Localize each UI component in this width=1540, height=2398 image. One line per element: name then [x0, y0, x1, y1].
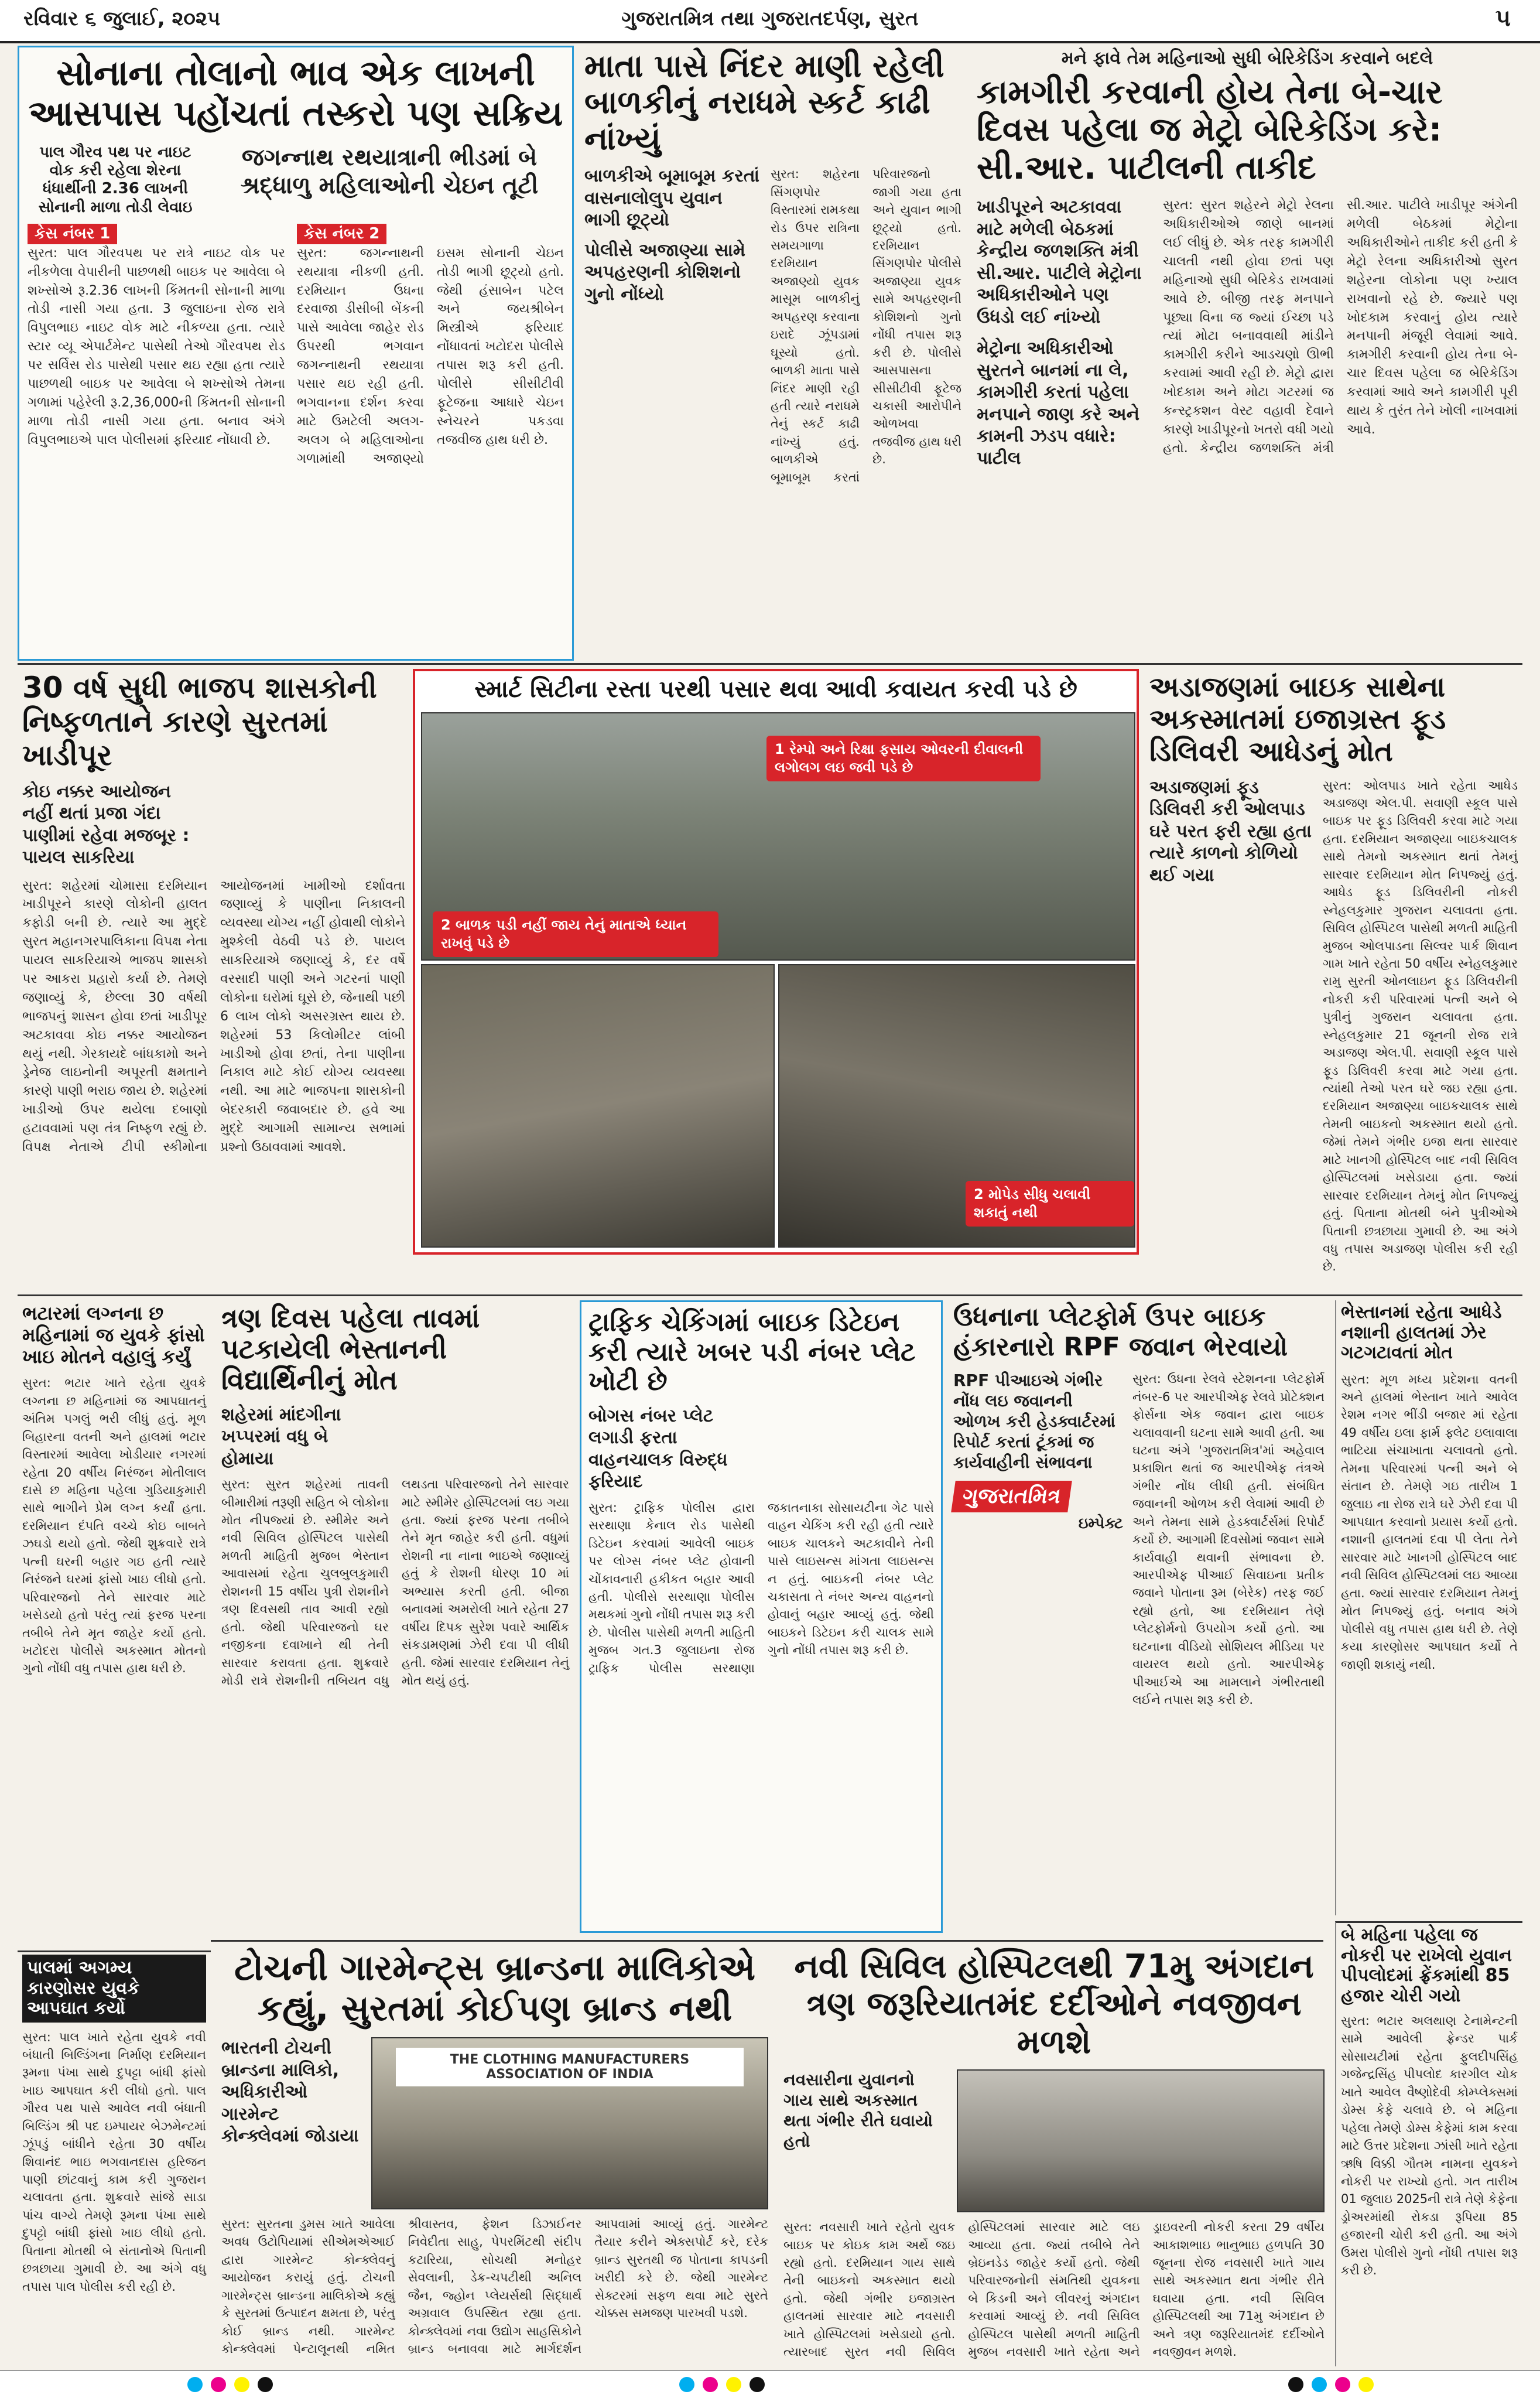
story-body: સુરત: મૂળ મધ્ય પ્રદેશના વતની અને હાલમાં ભેસ્તાન ખાતે આવેલ રેશમ નગર ભીંડી બજાર માં રહેતા 49 વર્ષીય ઇલા ફાર્મ ફ્લેટ ઇલાવાલા ભાટિયા સંચાખાતા ચલાવતો હતો. તેમના પરિવારમાં પત્ની અને બે સંતાન છે. તેમણે ગઇ તારીખ 1 જુલાઇ ના રોજ રાત્રે ઘરે ઝેરી દવા પી આપઘાત કરવાનો પ્રયાસ કર્યો હતો. નશાની હાલતમાં દવા પી લેતા તેને સારવાર માટે ખાનગી હોસ્પિટલ બાદ નવી સિવિલ હોસ્પિટલમાં લઇ આવ્યા હતા. જ્યાં સારવાર દરમિયાન તેમનું મોત નિપજ્યું હતું. બનાવ અંગે પોલીસે વધુ તપાસ હાથ ધરી છે. તેણે કયા કારણોસર આપઘાત કર્યો તે જાણી શકાયું નથી.: [1341, 1372, 1518, 1672]
story-headline: કામગીરી કરવાની હોય તેના બે-ચાર દિવસ પહેલા જ મેટ્રો બેરિકેડિંગ કરે: સી.આર. પાટીલની તાકીદ: [977, 73, 1443, 187]
story-deck: ભારતની ટોચની બ્રાન્ડના માલિકો, અધિકારીઓ ગારમેન્ટ કોન્ક્લેવમાં જોડાયા: [221, 2038, 359, 2146]
story-headline: સ્માર્ટ સિટીના રસ્તા પરથી પસાર થવા આવી કવાયત કરવી પડે છે: [474, 676, 1077, 703]
story-headline: બે મહિના પહેલા જ નોકરી પર રાખેલો યુવાન પીપલોદમાં ફ્રેંકમાંથી 85 હજાર ચોરી ગયો: [1341, 1925, 1512, 2006]
story-body: સુરત: ભટાર અલથાણ ટેનામેન્ટની સામે આવેલી ફ્રેન્ડર પાર્ક સોસાયટીમાં રહેતા ફુલદીપસિંહ ગજેન્દ્રસિંહ પીપલોદ કારગીલ ચોક ખાતે આવેલ વૈષ્ણોદેવી કોમ્પ્લેક્સમાં ડોમ્સ કેફે ચલાવે છે. બે મહિના પહેલા તેમણે ડોમ્સ કેફેમાં કામ કરવા માટે ઉત્તર પ્રદેશના ઝાંસી ખાતે રહેતા ઋષિ વિક્કી ગૌતમ નામના યુવકને નોકરી પર રાખ્યો હતો. ગત તારીખ 01 જુલાઇ 2025ની રાત્રે તેણે કેફેના ડ્રોઅરમાંથી રોકડા રૂપિયા 85 હજારની ચોરી કરી હતી. આ અંગે ઉમરા પોલીસે ગુનો નોંધી તપાસ શરૂ કરી છે.: [1341, 2014, 1518, 2278]
logo-text: ગુજરાતમિત્ર: [951, 1481, 1072, 1512]
registration-dot: [1358, 2377, 1374, 2392]
paper-name: ગુજરાતમિત્ર તથા ગુજરાતદર્પણ, સુરત: [621, 7, 919, 30]
story-piplod-theft: [1335, 1921, 1522, 2366]
photo-caption: 1 રેમ્પો અને રિક્ષા ફસાય ઓવરની દીવાલની લગોલગ લઇ જવી પડે છે: [766, 736, 1041, 781]
conclave-photo: [371, 2037, 768, 2209]
story-body: સુરત: પાલ ખાતે રહેતા યુવકે નવી બંધાતી બિલ્ડિંગના નિર્માણ દરમિયાન રૂમના પંખા સાથે દુપટ્ટા બાંધી ફાંસો ખાઇ આપઘાત કરી લીધો હતો. પાલ ગૌરવ પથ પાસે આવેલ નવી બંધાતી બિલ્ડિંગ શ્રી પદ ઇમ્પાયર બેઝમેન્ટમાં ઝૂંપડું બાંધીને રહેતા 30 વર્ષીય શિવાનંદ ભાઇ ભગવાનદાસ હરિજન પાણી છાંટવાનું કામ કરી ગુજરાન ચલાવતા હતા. શુક્રવારે સાંજે સાડા પાંચ વાગ્યે તેમણે રૂમના પંખા સાથે દુપટ્ટો બાંધી ફાંસો ખાઇ લીધો હતો. પિતાના મોતથી બે સંતાનોએ પિતાની છત્રછાયા ગુમાવી છે. આ અંગે વધુ તપાસ પાલ પોલીસ કરી રહી છે.: [22, 2030, 206, 2294]
story-body: સુરત: શહેરમાં ચોમાસા દરમિયાન ખાડીપૂરને કારણે લોકોની હાલત કફોડી બની છે. ત્યારે આ મુદ્દે સુરત મહાનગરપાલિકાના વિપક્ષ નેતા પાયલ સાકરિયાએ ભાજપ શાસકો પર આકરા પ્રહારો કર્યા છે. તેમણે જણાવ્યું કે, છેલ્લા 30 વર્ષથી ભાજપનું શાસન હોવા છતાં ખાડીપૂર અટકાવવા કોઇ નક્કર આયોજન થયું નથી. ગેરકાયદે બાંધકામો અને ડ્રેનેજ લાઇનોની અપૂરતી ક્ષમતાને કારણે પાણી ભરાઇ જાય છે. શહેરમાં ખાડીઓ ઉપર થયેલા દબાણો હટાવવામાં પણ તંત્ર નિષ્ફળ રહ્યું છે. વિપક્ષ નેતાએ ટીપી સ્કીમોના આયોજનમાં ખામીઓ દર્શાવતા જણાવ્યું કે પાણીના નિકાલની વ્યવસ્થા યોગ્ય નહીં હોવાથી લોકોને મુશ્કેલી વેઠવી પડે છે. પાયલ સાકરિયાએ જણાવ્યું કે, દર વર્ષે વરસાદી પાણી અને ગટરનાં પાણી લોકોના ઘરોમાં ઘૂસે છે, જેનાથી પછી 6 લાખ લોકો અસરગ્રસ્ત થાય છે. શહેરમાં 53 કિલોમીટર લાંબી ખાડીઓ હોવા છતાં, તેના પાણીના નિકાલ માટે કોઈ યોગ્ય વ્યવસ્થા નથી. આ માટે ભાજપના શાસકોની બેદરકારી જવાબદાર છે. હવે આ મુદ્દે આગામી સામાન્ય સભામાં પ્રશ્નો ઉઠાવવામાં આવશે.: [22, 878, 405, 1154]
story-body: સુરત: સુરત શહેરમાં તાવની બીમારીમાં તરૂણી સહિત બે લોકોના મોત નીપજ્યાં છે. સ્મીમેર અને નવી સિવિલ હોસ્પિટલ પાસેથી મળતી માહિતી મુજબ ભેસ્તાન આવાસમાં રહેતા ચુલબુલકુમારી રોશનની 15 વર્ષીય પુત્રી રોશનીને ત્રણ દિવસથી તાવ આવી રહ્યો હતો. જેથી પરિવારજનો ઘર નજીકના દવાખાને થી તેની સારવાર કરાવતા હતા. શુક્રવારે મોડી રાત્રે રોશનીની તબિયત વધુ લથડતા પરિવારજનો તેને સારવાર માટે સ્મીમેર હોસ્પિટલમાં લઇ ગયા હતા. જ્યાં ફરજ પરના તબીબે તેને મૃત જાહેર કરી હતી. વધુમાં રોશની ના નાના ભાઇએ જણાવ્યું હતું કે રોશની ધોરણ 10 માં અભ્યાસ કરતી હતી. બીજા બનાવમાં અમરોલી ખાતે રહેતા 27 વર્ષીય દિપક સુરેશ પવારે આર્થિક સંકડામણમાં ઝેરી દવા પી લીધી હતી. જેમાં સારવાર દરમિયાન તેનું મોત થયું હતું.: [221, 1477, 569, 1688]
photo-caption: 2 મોપેડ સીધુ ચલાવી શકાતું નથી: [966, 1181, 1134, 1227]
issue-date: રવિવાર ૬ જુલાઈ, ૨૦૨૫: [23, 7, 221, 30]
story-headline: પાલમાં અગમ્ય કારણોસર યુવકે આપઘાત કર્યો: [22, 1955, 206, 2023]
registration-dot: [703, 2377, 718, 2392]
registration-dot: [211, 2377, 226, 2392]
masthead: [0, 0, 1540, 43]
registration-dot: [726, 2377, 741, 2392]
story-headline: સોનાના તોલાનો ભાવ એક લાખની આસપાસ પહોંચતાં તસ્કરો પણ સક્રિય: [28, 53, 563, 134]
divider: [18, 1294, 1522, 1296]
story-fake-number-plate: [580, 1300, 943, 1933]
story-headline: ત્રણ દિવસ પહેલા તાવમાં પટકાયેલી ભેસ્તાનની વિદ્યાર્થિનીનું મોત: [221, 1302, 480, 1396]
story-deck: પાલ ગૌરવ પથ પર નાઇટ વોક કરી રહેલા શેરના ધંધાર્થીની 2.36 લાખની સોનાની માળા તોડી લેવાઇ: [38, 144, 193, 216]
story-kicker: મને ફાવે તેમ મહિનાઓ સુધી બેરિકેડિંગ કરવાને બદલે: [1061, 48, 1433, 69]
story-headline: ભેસ્તાનમાં રહેતા આધેડે નશાની હાલતમાં ઝેર ગટગટાવતાં મોત: [1341, 1302, 1502, 1363]
story-headline: ભટારમાં લગ્નના છ મહિનામાં જ યુવકે ફાંસો ખાઇ મોતને વહાલું કર્યું: [22, 1302, 205, 1368]
story-headline: ઉધનાના પ્લેટફોર્મ ઉપર બાઇક હંકારનારો RPF જવાન ભેરવાયો: [953, 1302, 1288, 1362]
conclave-banner: THE CLOTHING MANUFACTURERS ASSOCIATION OF INDIA: [396, 2048, 744, 2086]
story-girl-assault: [580, 46, 966, 661]
story-gold-thieves: [18, 46, 574, 661]
gujaratmitra-impact-logo: [953, 1481, 1123, 1533]
story-deck: શહેરમાં માંદગીના ખપ્પરમાં વધુ બે હોમાયા: [221, 1404, 341, 1469]
story-deck: જગન્નાથ રથયાત્રાની ભીડમાં બે શ્રદ્ધાળુ મહિલાઓની ચેઇન તૂટી: [240, 144, 539, 199]
story-smart-city-roads: [413, 669, 1139, 1255]
registration-dot: [1312, 2377, 1327, 2392]
registration-dot: [234, 2377, 249, 2392]
story-metro-barricading: [972, 46, 1522, 661]
story-adajan-accident: [1145, 669, 1522, 1290]
story-body: સુરત: સુરત શહેરને મેટ્રો રેલના અધિકારીઓએ જાણે બાનમાં લઈ લીધું છે. એક તરફ કામગીરી ચાલતી નથી હોવા છતાં પણ મહિનાઓ સુધી બેરિકેડ રાખવામાં આવે છે. બીજી તરફ મનપાને પૂછ્યા વિના જ જ્યાં ઈચ્છા પડે ત્યાં મોટા બનાવવાથી માંડીને કામગીરી કરીને આડચણો ઊભી કરવામાં આવી રહી છે. મેટ્રો દ્વારા ખોદકામ અને મોટા ગટરમાં જ કન્સ્ટ્રકશન વેસ્ટ વહાવી દેવાને કારણે ખાડીપૂરનો ખતરો વધી ગયો હતો. કેન્દ્રીય જળશક્તિ મંત્રી સી.આર. પાટીલે ખાડીપૂર અંગેની મળેલી બેઠકમાં મેટ્રોના અધિકારીઓને તાકીદ કરી હતી કે મેટ્રો રેલના અધિકારીઓ સુરત શહેરના લોકોના પણ ખ્યાલ રાખવાનો રહે છે. જ્યારે પણ ખોદકામ કરવાનું હોય ત્યારે મનપાની મંજૂરી લેવામાં આવે. કામગીરી કરવાની હોય તેના બે-ચાર દિવસ પહેલા જ બેરિકેડિંગ કરવામાં આવે અને કામગીરી પૂરી થાય કે તુરંત તેને ખોલી નાખવામાં આવે.: [1163, 198, 1518, 456]
registration-dot: [187, 2377, 203, 2392]
divider: [18, 663, 1522, 665]
story-deck: અડાજણમાં ફૂડ ડિલિવરી કરી ઓલપાડ ઘરે પરત ફરી રહ્યા હતા ત્યારે કાળનો કોળિયો થઈ ગયા: [1149, 777, 1312, 886]
story-body: સુરત: નવસારી ખાતે રહેતો યુવક બાઇક પર કોઇક કામ અર્થે જઇ રહ્યો હતો. દરમિયાન ગાય સાથે તેની બાઇકનો અકસ્માત થયો હતો. જેથી ગંભીર ઇજાગ્રસ્ત હાલતમાં સારવાર માટે નવસારી ખાતે હોસ્પિટલમાં ખસેડાયો હતો. ત્યારબાદ સુરત નવી સિવિલ હોસ્પિટલમાં સારવાર માટે લઇ આવ્યા હતા. જ્યાં તબીબે તેને બ્રેઇનડેડ જાહેર કર્યો હતો. જેથી પરિવારજનોની સંમતિથી યુવકના બે કિડની અને લીવરનું અંગદાન કરવામાં આવ્યું છે. નવી સિવિલ હોસ્પિટલ પાસેથી મળતી માહિતી મુજબ નવસારી ખાતે રહેતા અને ડ્રાઇવરની નોકરી કરતા 29 વર્ષીય આકાશભાઇ ભાનુભાઇ હળપતિ 30 જૂનના રોજ નવસારી ખાતે ગાય સાથે અકસ્માત થતા ગંભીર રીતે ઘવાયા હતા. નવી સિવિલ હોસ્પિટલથી આ 71મુ અંગદાન છે અને ત્રણ જરૂરિયાતમંદ દર્દીઓને નવજીવન મળશે.: [783, 2220, 1325, 2359]
story-body: સુરત: ભટાર ખાતે રહેતા યુવકે લગ્નના છ મહિનામાં જ આપઘાતનું અંતિમ પગલું ભરી લીધું હતું. મૂળ બિહારના વતની અને હાલમાં ભટાર વિસ્તારમાં આવેલા ખોડીયાર નગરમાં રહેતા 20 વર્ષીય નિરંજન મોતીલાલ દાસે છ મહિના પહેલા ગુડિયાકુમારી સાથે ભાગીને પ્રેમ લગ્ન કર્યાં હતા. દરમિયાન દંપતિ વચ્ચે કોઇ બાબતે ઝઘડો થયો હતો. જેથી શુક્રવારે રાત્રે પત્ની ઘરની બહાર ગઇ હતી ત્યારે નિરંજને ઘરમાં ફાંસો ખાઇ લીધો હતો. પરિવારજનો તેને સારવાર માટે ખસેડયો હતો પરંતુ ત્યાં ફરજ પરના તબીબે તેને મૃત જાહેર કર્યો હતો. ખટોદરા પોલીસે અકસ્માત મોતનો ગુનો નોંધી વધુ તપાસ હાથ ધરી છે.: [22, 1376, 206, 1676]
case-label: કેસ નંબર 1: [28, 224, 117, 244]
registration-dot: [1335, 2377, 1350, 2392]
story-body: સુરત: પાલ ગૌરવપથ પર રાત્રે નાઇટ વોક પર નીકળેલા વેપારીની પાછળથી બાઇક પર આવેલા બે શખ્સોએ રૂ.2.36 લાખની કિંમતની સોનાની માળા તોડી નાસી ગયા હતા. 3 જુલાઇના રોજ રાત્રે વિપુલભાઇ નાઇટ વોક માટે નીકળ્યા હતા. ત્યારે સ્ટાર વ્યૂ એપાર્ટમેન્ટ પાસેથી તેઓ ગૌરવપથ રોડ પર સર્વિસ રોડ પાસેથી પસાર થઇ રહ્યા હતા ત્યારે પાછળથી બાઇક પર આવેલા બે શખ્સોએ તેમના ગળામાં પહેરેલી રૂ.2,36,000ની કિંમતની સોનાની માળા તોડી નાસી ગયા હતા. બનાવ અંગે વિપુલભાઇએ પાલ પોલીસમાં ફરિયાદ નોંધાવી છે.: [28, 245, 285, 448]
story-deck: પોલીસે અજાણ્યા સામે અપહરણની કોશિશનો ગુનો નોંધ્યો: [584, 240, 745, 305]
registration-dot: [1288, 2377, 1303, 2392]
story-headline: નવી સિવિલ હોસ્પિટલથી 71મુ અંગદાન ત્રણ જરૂરિયાતમંદ દર્દીઓને નવજીવન મળશે: [794, 1948, 1314, 2061]
story-deck: નવસારીના યુવાનનો ગાય સાથે અકસ્માત થતા ગંભીર રીતે ઘવાયો હતો: [783, 2070, 933, 2151]
story-organ-donation: [779, 1946, 1329, 2368]
story-bjp-flood: [18, 669, 410, 1290]
story-pal-suicide: [18, 1950, 211, 2361]
story-body: સુરત: ઓલપાડ ખાતે રહેતા આધેડ અડાજણ એલ.પી. સવાણી સ્કૂલ પાસે બાઇક પર ફૂડ ડિલિવરી કરવા માટે ગયા હતા. દરમિયાન અજાણ્યા બાઇકચાલક સાથે તેમનો અકસ્માત થતાં તેમનું સારવાર દરમિયાન મોત નિપજ્યું હતું. આધેડ ફૂડ ડિલિવરીની નોકરી સ્નેહલકુમાર ગુજરાન ચલાવતા હતા. સિવિલ હોસ્પિટલ પાસેથી મળતી માહિતી મુજબ ઓલપાડના સિલ્વર પાર્ક શિવાન ગામ ખાતે રહેતા 50 વર્ષીય સ્નેહલકુમાર રામુ સુરતી ઓનલાઇન ફૂડ ડિલિવરીની નોકરી કરી પરિવારમાં પત્ની અને બે પુત્રીનું ગુજરાન ચલાવતા હતા. સ્નેહલકુમાર 21 જૂનની રોજ રાત્રે અડાજણ એલ.પી. સવાણી સ્કૂલ પાસે ફૂડ ડિલિવરી કરવા માટે ગયા હતા. ત્યાંથી તેઓ પરત ઘરે જઇ રહ્યા હતા. દરમિયાન અજાણ્યા બાઇકચાલક સાથે તેમની બાઇકનો અકસ્માત થયો હતો. જેમાં તેમને ગંભીર ઇજા થતા સારવાર માટે ખાનગી હોસ્પિટલ બાદ નવી સિવિલ હોસ્પિટલમાં ખસેડાયા હતા. જ્યાં સારવાર દરમિયાન તેમનું મોત નિપજ્યું હતું. પિતાના મોતથી બંને પુત્રીઓએ પિતાની છત્રછાયા ગુમાવી છે. આ અંગે વધુ તપાસ અડાજણ પોલીસ કરી રહી છે.: [1323, 778, 1518, 1274]
story-deck: ખાડીપૂરને અટકાવવા માટે મળેલી બેઠકમાં કેન્દ્રીય જળશક્તિ મંત્રી સી.આર. પાટીલે મેટ્રોના અધિકારીઓને પણ ઉધડો લઈ નાંખ્યો: [977, 197, 1142, 327]
logo-sub: ઇમ્પેક્ટ: [1078, 1515, 1123, 1533]
story-headline: ટોચની ગારમેન્ટ્સ બ્રાન્ડના માલિકોએ કહ્યું, સુરતમાં કોઈપણ બ્રાન્ડ નથી: [234, 1948, 755, 2029]
story-headline: 30 વર્ષ સુધી ભાજપ શાસકોની નિષ્ફળતાને કારણે સુરતમાં ખાડીપૂર: [22, 671, 377, 772]
registration-dot: [258, 2377, 273, 2392]
road-photo-mother-child: [421, 964, 775, 1248]
story-bhestan-poison: [1335, 1300, 1522, 1915]
story-bhatar-suicide: [18, 1300, 211, 1945]
story-deck: RPF પીઆઇએ ગંભીર નોંધ લઇ જવાનની ઓળખ કરી હેડક્વાર્ટરમાં રિપોર્ટ કરતાં ટૂંકમાં જ કાર્યવાહીની સંભાવના: [953, 1371, 1115, 1473]
story-headline: અડાજણમાં બાઇક સાથેના અકસ્માતમાં ઇજાગ્રસ્ત ફૂડ ડિલિવરી આધેડનું મોત: [1149, 671, 1446, 768]
story-body: સુરત: ટ્રાફિક પોલીસ દ્વારા સરથાણા કેનાલ રોડ પાસેથી ડિટેઇન કરવામાં આવેલી બાઇક પર લોગ્સ નંબર પ્લેટ હોવાની ચોંકાવનારી હકીકત બહાર આવી હતી. પોલીસે સરથાણા પોલીસ મથકમાં ગુનો નોંધી તપાસ શરૂ કરી છે. પોલીસ પાસેથી મળતી માહિતી મુજબ ગત.3 જુલાઇના રોજ ટ્રાફિક પોલીસ સરથાણા જકાતનાકા સોસાયટીના ગેટ પાસે વાહન ચેકિંગ કરી રહી હતી ત્યારે બાઇક ચાલકને અટકાવીને તેની પાસે લાઇસન્સ માંગતા લાઇસન્સ ન હતું. બાઇકની નંબર પ્લેટ ચકાસતા તે નંબર અન્ય વાહનનો હોવાનું બહાર આવ્યું હતું. જેથી બાઇકને ડિટેઇન કરી ચાલક સામે ગુનો નોંધી તપાસ શરૂ કરી છે.: [588, 1500, 934, 1675]
story-body: સુરત: ઉધના રેલવે સ્ટેશનના પ્લેટફોર્મ નંબર-6 પર આરપીએફ રેલવે પ્રોટેક્શન ફોર્સના એક જવાન દ્વારા બાઇક ચલાવવાની ઘટના સામે આવી હતી. આ ઘટના અંગે 'ગુજરાતમિત્ર'માં અહેવાલ પ્રકાશિત થતાં જ આરપીએફ તંત્રએ ગંભીર નોંધ લીધી હતી. સંબંધિત જવાનની ઓળખ કરી લેવામાં આવી છે અને તેમના સામે હેડક્વાર્ટર્સમાં રિપોર્ટ કર્યો છે. આગામી દિવસોમાં જવાન સામે કાર્યવાહી થવાની સંભાવના છે. આરપીએફ પીઆઈ સિવાઇના પ્રતીક જવાને પોતાના રૂમ (બેરેક) તરફ જઈ રહ્યો હતો, આ દરમિયાન તેણે પ્લેટફોર્મનો ઉપયોગ કર્યો હતો. આ ઘટનાના વીડિયો સોશિયલ મીડિયા પર વાયરલ થયો હતો. આરપીએફ પીઆઈએ આ મામલાને ગંભીરતાથી લઈને તપાસ શરૂ કરી છે.: [1132, 1372, 1325, 1707]
registration-dot: [679, 2377, 694, 2392]
hospital-photo: [957, 2069, 1325, 2212]
print-registration-bar: [0, 2370, 1540, 2398]
registration-dot: [750, 2377, 765, 2392]
photo-caption: 2 બાળક પડી નહીં જાય તેનું માતાએ ધ્યાન રાખવું પડે છે: [433, 911, 718, 957]
page-number: ૫: [1495, 5, 1511, 32]
story-deck: મેટ્રોના અધિકારીઓ સુરતને બાનમાં ના લે, કામગીરી કરતાં પહેલા મનપાને જાણ કરે અને કામની ઝડપ વધારે: પાટીલ: [977, 338, 1139, 469]
story-headline: ટ્રાફિક ચેકિંગમાં બાઇક ડિટેઇન કરી ત્યારે ખબર પડી નંબર પ્લેટ ખોટી છે: [588, 1307, 916, 1397]
story-headline: માતા પાસે નિંદર માણી રહેલી બાળકીનું નરાધમે સ્કર્ટ કાઢી નાંખ્યું: [584, 47, 944, 158]
divider: [211, 1940, 1323, 1942]
story-fever-death: [217, 1300, 574, 1945]
story-body: સુરત: શહેરના સિંગણપોર વિસ્તારમાં રામકથા રોડ ઉપર રાત્રિના સમયગાળા દરમિયાન અજાણ્યો યુવક માસૂમ બાળકીનું અપહરણ કરવાના ઇરાદે ઝૂંપડામાં ઘૂસ્યો હતો. બાળકી માતા પાસે નિંદર માણી રહી હતી ત્યારે નરાધમે તેનું સ્કર્ટ કાઢી નાંખ્યું હતું. બાળકીએ બૂમાબૂમ કરતાં પરિવારજનો જાગી ગયા હતા અને યુવાન ભાગી છૂટ્યો હતો. દરમિયાન સિંગણપોર પોલીસે અજાણ્યા યુવક સામે અપહરણની કોશિશનો ગુનો નોંધી તપાસ શરૂ કરી છે. પોલીસે આસપાસના સીસીટીવી ફૂટેજ ચકાસી આરોપીને ઓળખવા તજવીજ હાથ ધરી છે.: [771, 167, 961, 484]
story-deck: કોઇ નક્કર આયોજન નહીં થતાં પ્રજા ગંદા પાણીમાં રહેવા મજબૂર : પાયલ સાકરિયા: [22, 781, 190, 867]
story-rpf-jawan: [949, 1300, 1329, 1945]
story-deck: બોગસ નંબર પ્લેટ લગાડી ફરતા વાહનચાલક વિરુદ્ધ ફરિયાદ: [588, 1405, 728, 1492]
story-body: સુરત: જગન્નાથની રથયાત્રા નીકળી હતી. દરમિયાન ઉધના દરવાજા ડીસીબી બેંકની પાસે આવેલા જાહેર રોડ ઉપરથી ભગવાન જગન્નાથની રથયાત્રા પસાર થઇ રહી હતી. ભગવાનના દર્શન કરવા માટે ઉમટેલી અલગ-અલગ બે મહિલાઓના ગળામાંથી અજાણ્યો ઇસમ સોનાની ચેઇન તોડી ભાગી છૂટ્યો હતો. જેથી હંસાબેન પટેલ અને જયશ્રીબેન મિસ્ત્રીએ ફરિયાદ નોંધાવતાં ખટોદરા પોલીસે તપાસ શરૂ કરી હતી. પોલીસે સીસીટીવી ફૂટેજના આધારે ચેઇન સ્નેચરને પકડવા તજવીજ હાથ ધરી છે.: [297, 245, 564, 466]
story-garment-brands: [217, 1946, 773, 2368]
story-body: સુરત: સુરતના ડુમસ ખાતે આવેલા અવધ ઉટોપિયામાં સીએમએઆઈ દ્વારા ગારમેન્ટ કોન્ક્લેવનું આયોજન કરાયું હતું. ટોચની ગારમેન્ટ્સ બ્રાન્ડના માલિકોએ કહ્યું કે સુરતમાં ઉત્પાદન ક્ષમતા છે, પરંતુ કોઈ બ્રાન્ડ નથી. ગારમેન્ટ કોન્ક્લેવમાં પેન્ટાલૂનથી નમિત શ્રીવાસ્તવ, ફેશન ડિઝાઈનર નિવેદીતા સાહુ, પેપરમિંટથી સંદીપ કટારિયા, સોચથી મનોહર સેવલાની, ડેક્ર-ચપટીથી અનિલ જૈન, જ્હોન પ્લેયર્સથી સિદ્ધાર્થ અગ્રવાલ ઉપસ્થિત રહ્યા હતા. કોન્ક્લેવમાં નવા ઉદ્યોગ સાહસિકોને બ્રાન્ડ બનાવવા માટે માર્ગદર્શન આપવામાં આવ્યું હતું. ગારમેન્ટ તૈયાર કરીને એક્સપોર્ટ કરે, દરેક બ્રાન્ડ સુરતથી જ પોતાના કાપડની ખરીદી કરે છે. જેથી ગારમેન્ટ સેક્ટરમાં સફળ થવા માટે સુરતે ચોક્કસ સમજણ પારખવી પડશે.: [221, 2217, 768, 2356]
case-label: કેસ નંબર 2: [297, 224, 386, 244]
story-deck: બાળકીએ બૂમાબૂમ કરતાં વાસનાલોલુપ યુવાન ભાગી છૂટ્યો: [584, 166, 759, 231]
